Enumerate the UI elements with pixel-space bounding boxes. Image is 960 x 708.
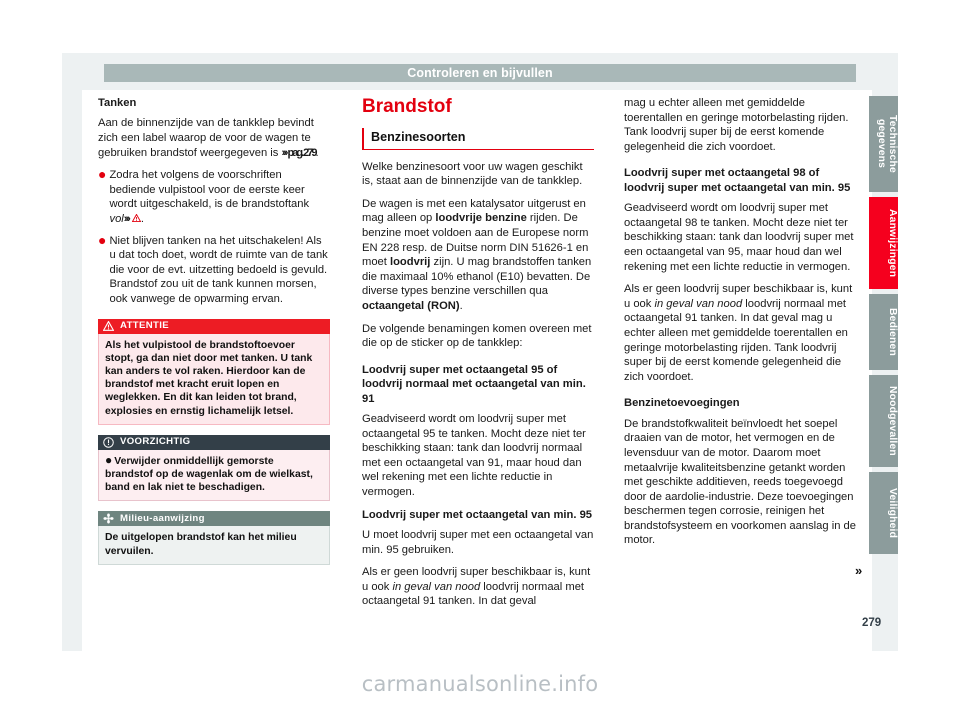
- paragraph-tanken-intro-end: .: [315, 146, 319, 159]
- heading-loodvrij-min-95: Loodvrij super met octaangetal van min. 95: [362, 508, 593, 521]
- p2-bold-octaangetal-ron: octaangetal (RON): [362, 299, 460, 312]
- flower-environment-icon: [103, 513, 114, 524]
- environment-box-header: [98, 511, 330, 526]
- paragraph-advies-95: Geadviseerd wordt om loodvrij super met octaangetal 95 te tanken. Mocht deze niet ter beschikking staan: tank dan loodvrij normaal met een octaangetal van 91, maar houd dan wel rekening met een lichte reductie in vermogen.: [362, 412, 586, 498]
- paragraph-tanken-intro: [98, 116, 330, 160]
- caution-box-title: VOORZICHTIG: [120, 435, 191, 447]
- bullet-2-text: Niet blijven tanken na het uitschakelen! Als u dat toch doet, wordt de ruimte van de tank die voor de evt. uitzetting bedoeld is gevuld. Brandstof zou uit de tank kunnen morsen, ook vanwege de opwarming ervan.: [109, 234, 328, 305]
- p2-part-a: De wagen is met een katalysator uitgerust en mag alleen op: [362, 197, 586, 225]
- p2-part-e: .: [459, 299, 463, 312]
- p6-italic-geval-van-nood: in geval van nood: [392, 580, 481, 593]
- paragraph-geen-super-98: [624, 282, 856, 384]
- list-item: [98, 231, 330, 307]
- warning-box-title: ATTENTIE: [120, 319, 169, 331]
- environment-box-body: De uitgelopen brandstof kan het milieu vervuilen.: [98, 526, 330, 564]
- warning-triangle-icon: [103, 321, 114, 331]
- p6-part-b: loodvrij normaal met octaangetal 91 tanken. In dat geval: [362, 580, 585, 608]
- heading-tanken: Tanken: [98, 97, 137, 109]
- heading-loodvrij-98-of-95: Loodvrij super met octaangetal 98 of loodvrij super met octaangetal van min. 95: [624, 167, 851, 194]
- side-tab-list: [869, 96, 898, 559]
- p2-part-c: rijden. De benzine moet voldoen aan de Europese norm EN 228 resp. de Duitse norm DIN 51626-1 en moet: [362, 212, 589, 269]
- subsection-title-benzinesoorten: [362, 128, 594, 150]
- caution-box-voorzichtig: [98, 435, 330, 502]
- p6-part-a: Als er geen loodvrij super beschikbaar is, kunt u ook: [362, 566, 591, 593]
- bullet-dot-icon: ●: [98, 166, 107, 183]
- continuation-arrow-icon: »: [855, 563, 863, 578]
- paragraph-tanken-intro-text: Aan de binnenzijde van de tankklep bevindt zich een label waarop de voor de wagen te gebruiken brandstof weergegeven is: [98, 117, 314, 159]
- bullet-dot-icon: ●: [98, 231, 107, 248]
- side-tab-aanwijzingen[interactable]: Aanwijzingen: [869, 197, 898, 289]
- subsection-title-text: Benzinesoorten: [371, 130, 466, 144]
- column-middle: [362, 96, 594, 617]
- paragraph-advies-98: Geadviseerd wordt om loodvrij super met octaangetal 98 te tanken. Mocht deze niet ter beschikking staan: tank dan loodvrij super met een octaangetal van 95, maar houd dan wel rekening met een lichte reductie in vermogen.: [624, 202, 854, 273]
- side-tab-noodgevallen[interactable]: Noodgevallen: [869, 375, 898, 467]
- heading-benzinetoevoegingen: Benzinetoevoegingen: [624, 397, 740, 410]
- p3-italic-geval-van-nood: in geval van nood: [654, 297, 743, 310]
- heading-loodvrij-95-of-91: Loodvrij super met octaangetal 95 of loodvrij normaal met octaangetal van min. 91: [362, 363, 586, 405]
- p3-part-b: loodvrij normaal met octaangetal 91 tanken. In dat geval mag u echter alleen met gemiddelde toerentallen en geringe motorbelasting rijden. Tank loodvrij super bij de eerst komende gelegenheid die zich voordoet.: [624, 297, 848, 383]
- paragraph-benamingen: De volgende benamingen komen overeen met die op de sticker op de tankklep:: [362, 322, 592, 350]
- site-watermark: carmanualsonline.info: [361, 672, 599, 696]
- column-left: [98, 96, 330, 575]
- p3-part-a: Als er geen loodvrij super beschikbaar is, kunt u ook: [624, 283, 853, 310]
- p2-bold-loodvrij: loodvrij: [389, 256, 431, 269]
- bullet-1-emphasis: vol: [109, 212, 124, 225]
- caution-box-bullet: Verwijder onmiddellijk gemorste brandstof op de wagenlak om de wielkast, band en lak niet te beschadigen.: [105, 455, 313, 494]
- bullet-1-lead: Zodra het volgens de voorschriften bediende vulpistool voor de eerste keer wordt uitgeschakeld, is de brandstoftank: [109, 169, 310, 211]
- cross-reference-arrows[interactable]: ›››: [123, 212, 129, 225]
- caution-box-header: [98, 435, 330, 450]
- warning-triangle-icon: [132, 213, 141, 225]
- paragraph-katalysator: [362, 197, 594, 314]
- page-number: 279: [862, 617, 882, 629]
- p2-part-d: zijn. U mag brandstoffen tanken die maximaal 10% ethanol (E10) bevatten. De diverse types benzine verschillen qua: [362, 256, 592, 298]
- p2-bold-loodvrije-benzine: loodvrije benzine: [435, 212, 527, 225]
- warning-box-header: [98, 319, 330, 334]
- paragraph-geen-super-95: [362, 565, 594, 609]
- bullet-1-end: .: [140, 212, 144, 225]
- side-tab-veiligheid[interactable]: Veiligheid: [869, 472, 898, 554]
- chapter-header-bar: Controleren en bijvullen: [104, 64, 856, 82]
- side-tab-bedienen[interactable]: Bedienen: [869, 294, 898, 370]
- paragraph-moet-95: U moet loodvrij super met een octaangetal van min. 95 gebruiken.: [362, 528, 594, 556]
- environment-box-milieu: [98, 511, 330, 564]
- bullet-dot-icon: ●: [105, 452, 113, 467]
- caution-box-body: [98, 450, 330, 502]
- warning-box-attentie: [98, 319, 330, 425]
- cross-reference-pag[interactable]: ››› pag. 279: [281, 146, 316, 159]
- list-item: [98, 168, 330, 226]
- section-title-brandstof: Brandstof: [362, 96, 452, 117]
- paragraph-benzinetoevoegingen: De brandstofkwaliteit beïnvloedt het soepel draaien van de motor, het vermogen en de levensduur van de motor. Daarom moet metaalvrije kwaliteitsbenzine getankt worden met geschikte additieven, reeds toegevoegd door de aardolie-industrie. Deze toevoegingen beschermen tegen corrosie, reinigen het brandstofsysteem en voorkomen aanslag in de motor.: [624, 417, 856, 547]
- exclamation-circle-icon: [103, 437, 114, 448]
- warning-box-body: Als het vulpistool de brandstoftoevoer stopt, ga dan niet door met tanken. U tank kan anders te vol raken. Hierdoor kan de brandstof met kracht eruit lopen en weglekken. En dit kan leiden tot brand, explosies en ernstig lichamelijk letsel.: [98, 334, 330, 425]
- side-tab-technische-gegevens[interactable]: Technische gegevens: [869, 96, 898, 192]
- bullet-1-text: [109, 168, 330, 226]
- paragraph-toerentallen-cont: mag u echter alleen met gemiddelde toerentallen en geringe motorbelasting rijden. Tank loodvrij super bij de eerst komende gelegenheid die zich voordoet.: [624, 97, 849, 153]
- column-right: [624, 96, 856, 556]
- paragraph-benzinesoort-intro: Welke benzinesoort voor uw wagen geschikt is, staat aan de binnenzijde van de tankklep.: [362, 160, 583, 188]
- environment-box-title: Milieu-aanwijzing: [120, 512, 205, 524]
